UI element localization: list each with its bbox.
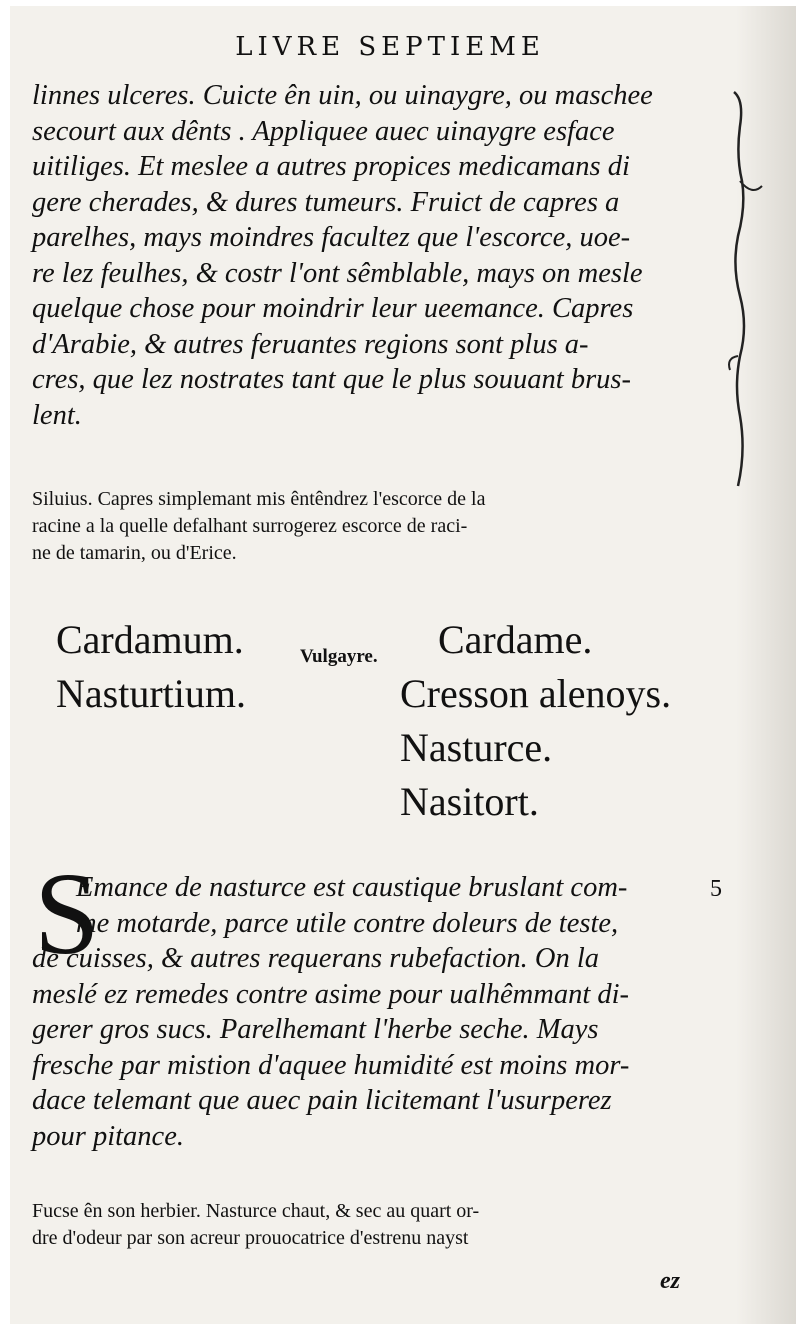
- text-line: gere cherades, & dures tumeurs. Fruict de capres a: [32, 186, 620, 218]
- text-line: de cuisses, & autres requerans rubefaction. On la: [32, 943, 600, 974]
- note-line: Fucse ên son herbier. Nasturce chaut, & sec au quart or-: [32, 1200, 480, 1222]
- text-line: Emance de nasturce est caustique bruslant com-: [76, 872, 628, 903]
- text-line: linnes ulceres. Cuicte ên uin, ou uinaygre, ou maschee: [32, 80, 653, 111]
- note-line: Siluius. Capres simplemant mis êntêndrez l'escorce de la: [32, 488, 486, 510]
- text-line: uitiliges. Et meslee a autres propices medicamans di: [32, 151, 630, 182]
- text-line: quelque chose pour moindrir leur ueemance. Capres: [32, 293, 634, 324]
- margin-number: 5: [710, 876, 722, 902]
- drop-cap: S: [34, 848, 100, 979]
- note-line: dre d'odeur par son acreur prouocatrice d'estrenu nayst: [32, 1227, 469, 1249]
- text-line: re lez feulhes, & costr l'ont sêmblable, mays on mesle: [32, 257, 643, 289]
- latin-name-nasturtium: Nasturtium.: [56, 671, 246, 716]
- text-line: d'Arabie, & autres feruantes regions sont plus a-: [32, 328, 589, 360]
- french-name-cresson: Cresson alenoys.: [400, 671, 672, 716]
- running-head: LIVRE SEPTIEME: [235, 32, 545, 62]
- catchword: ez: [660, 1268, 680, 1294]
- capres-paragraph: [32, 78, 712, 433]
- semance-paragraph: [32, 870, 712, 1154]
- vulgayre-label: Vulgayre.: [300, 646, 378, 667]
- french-name-nasitort: Nasitort.: [400, 779, 539, 824]
- text-line: fresche par mistion d'aquee humidité est moins mor-: [32, 1049, 630, 1081]
- french-name-nasturce: Nasturce.: [400, 725, 553, 770]
- latin-name-cardamum: Cardamum.: [56, 617, 244, 662]
- note-line: racine a la quelle defalhant surrogerez escorce de raci-: [32, 515, 468, 537]
- book-page: [10, 6, 796, 1324]
- text-line: me motarde, parce utile contre doleurs de teste,: [76, 907, 619, 939]
- text-line: secourt aux dênts . Appliquee auec uinaygre esface: [32, 115, 615, 147]
- text-line: gerer gros sucs. Parelhemant l'herbe seche. Mays: [32, 1014, 599, 1045]
- note-line: ne de tamarin, ou d'Erice.: [32, 542, 237, 564]
- text-line: meslé ez remedes contre asime pour ualhêmmant di-: [32, 978, 630, 1010]
- french-name-cardame: Cardame.: [438, 617, 593, 662]
- silvius-note: [32, 486, 712, 567]
- text-line: cres, que lez nostrates tant que le plus souuant brus-: [32, 364, 631, 395]
- text-line: dace telemant que auec pain licitemant l'usurperez: [32, 1085, 612, 1116]
- fuchs-note: [32, 1198, 712, 1252]
- text-line: lent.: [32, 399, 82, 431]
- text-line: pour pitance.: [32, 1120, 184, 1152]
- marginal-bracket: [726, 86, 766, 506]
- text-line: parelhes, mays moindres facultez que l'escorce, uoe-: [32, 222, 631, 253]
